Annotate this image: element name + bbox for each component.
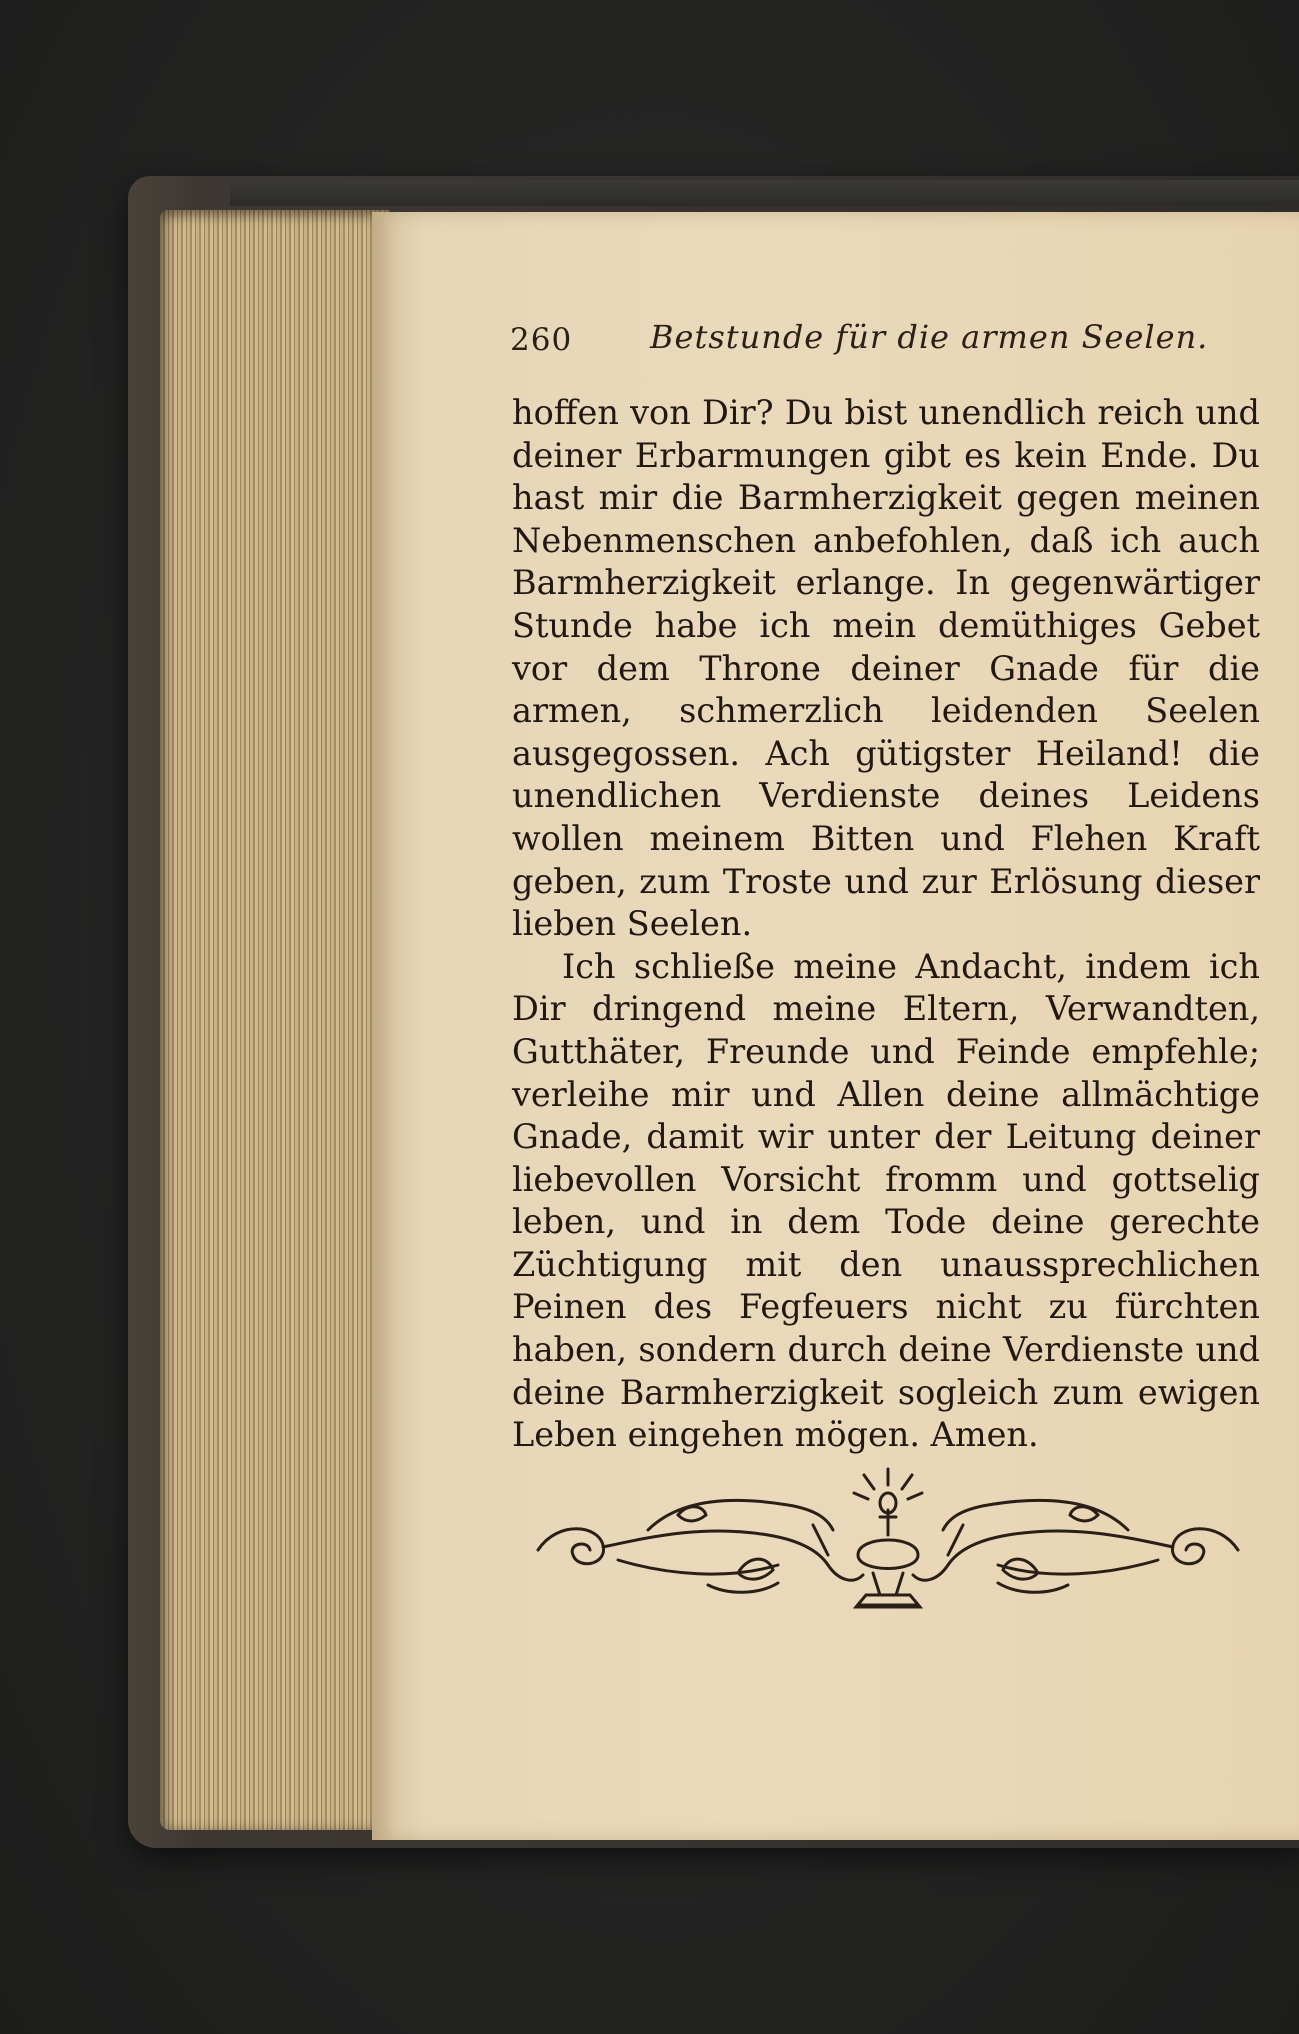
page-edges xyxy=(160,210,390,1830)
running-head xyxy=(510,318,1270,374)
vignette-chalice-icon xyxy=(528,1455,1248,1625)
running-title: Betstunde für die armen Seelen. xyxy=(650,318,1209,356)
body-text xyxy=(512,392,1260,1457)
paragraph-2: Ich schließe meine Andacht, indem ich Dir dringend meine Eltern, Verwandten, Gutthäter, Freunde und Feinde empfehle; verleihe mir und Allen deine allmächtige Gnade, damit wir unter der Leitung deiner liebevollen Vorsicht fromm und gottselig leben, und in dem Tode deine gerechte Züchtigung mit den unaussprechlichen Peinen des Fegfeuers nicht zu fürchten haben, sondern durch deine Verdienste und deine Barmherzigkeit sogleich zum ewigen Leben eingehen mögen. Amen. xyxy=(512,946,1260,1455)
book-cover-top xyxy=(230,180,1299,206)
page-number: 260 xyxy=(510,322,573,358)
paragraph-1: hoffen von Dir? Du bist unendlich reich und deiner Erbarmungen gibt es kein Ende. Du hast mir die Barmherzigkeit gegen meinen Nebenmenschen anbefohlen, daß ich auch Barmherzigkeit erlange. In gegenwärtiger Stunde habe ich mein demüthiges Gebet vor dem Throne deiner Gnade für die armen, schmerzlich leidenden Seelen ausgegossen. Ach gütigster Heiland! die unendlichen Verdienste deines Leidens wollen meinem Bitten und Flehen Kraft geben, zum Troste und zur Erlösung dieser lieben Seelen. xyxy=(512,393,1260,944)
